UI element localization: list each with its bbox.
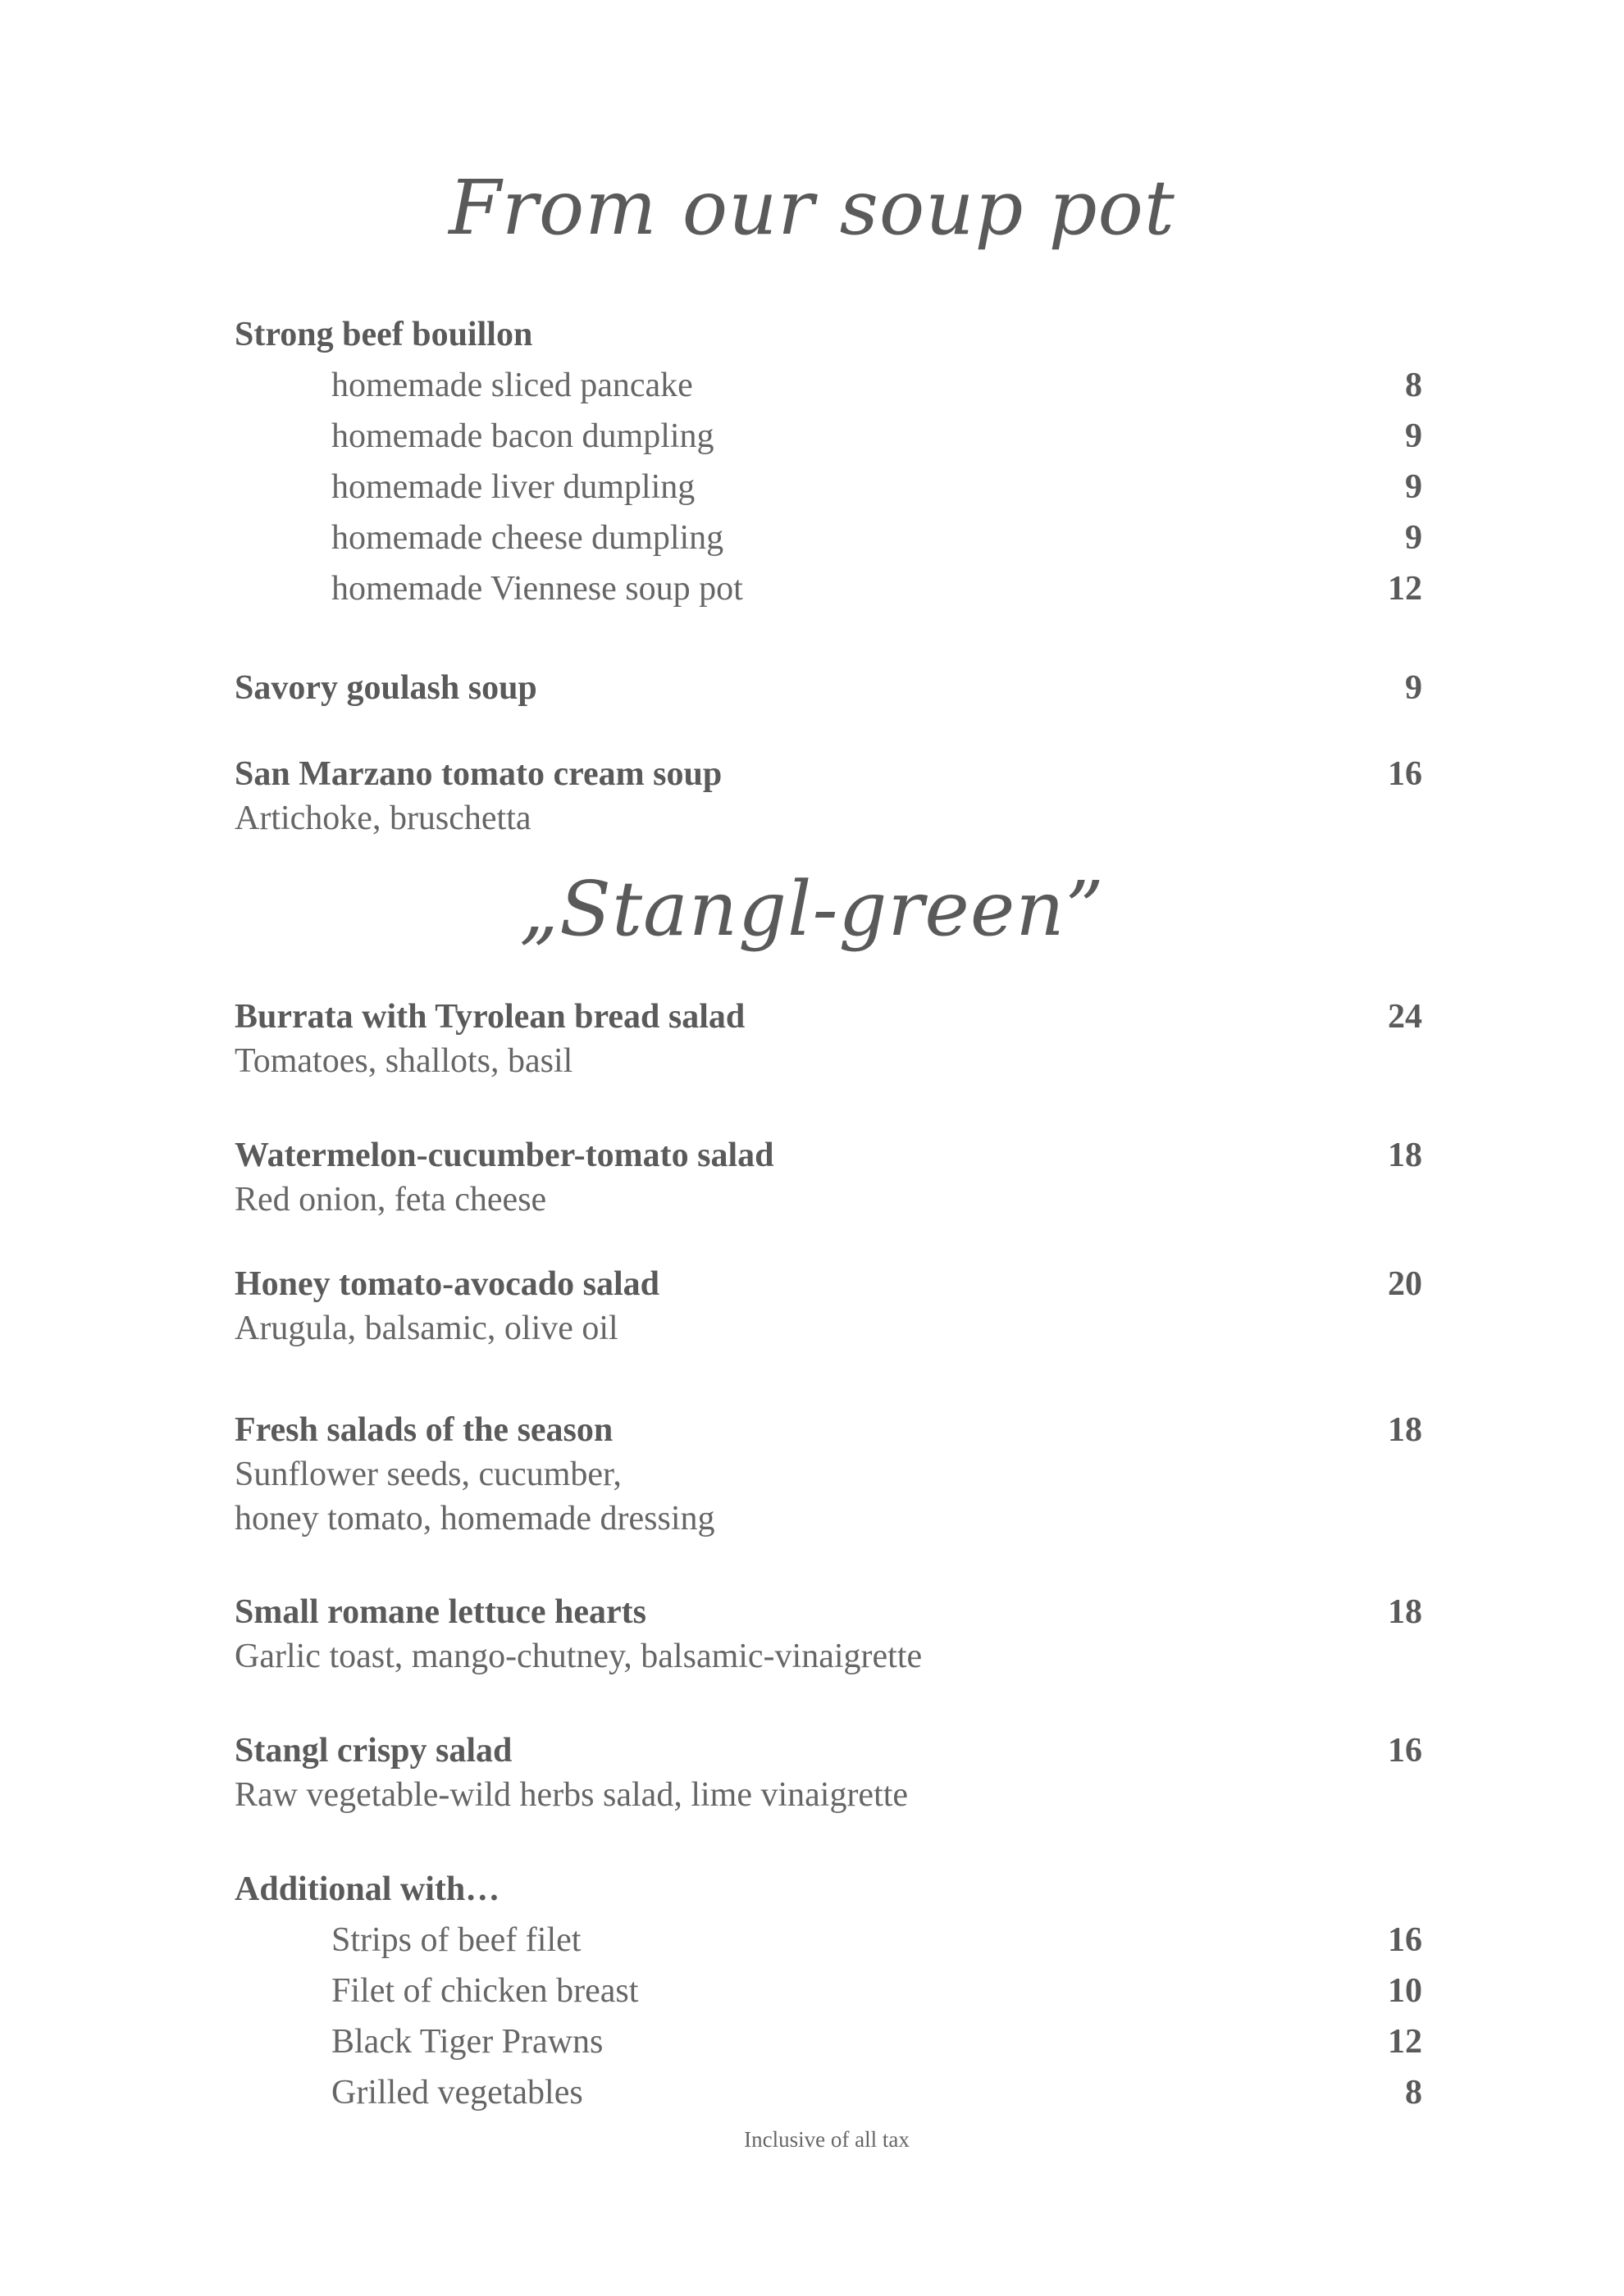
item-price: 18 (1388, 1411, 1422, 1449)
item-price: 18 (1388, 1593, 1422, 1631)
option-price: 9 (1405, 519, 1422, 557)
item-description: Sunflower seeds, cucumber, (235, 1456, 622, 1493)
option-label: Filet of chicken breast (331, 1972, 639, 2010)
bouillon-option (235, 417, 1422, 466)
item-description: Tomatoes, shallots, basil (235, 1042, 573, 1080)
menu-item-fresh-salads (235, 1410, 1422, 1460)
bouillon-option (235, 569, 1422, 618)
additional-option (235, 2073, 1422, 2122)
item-description: honey tomato, homemade dressing (235, 1500, 715, 1538)
green-section-title: „Stangl-green” (519, 865, 1105, 953)
bouillon-option (235, 467, 1422, 517)
option-label: homemade sliced pancake (331, 367, 693, 404)
item-name: Burrata with Tyrolean bread salad (235, 998, 746, 1036)
additional-option (235, 2022, 1422, 2071)
item-description: Artichoke, bruschetta (235, 800, 531, 837)
soup-section-title: From our soup pot (449, 164, 1175, 252)
item-price: 16 (1388, 1732, 1422, 1770)
option-label: homemade bacon dumpling (331, 417, 714, 455)
option-label: homemade Viennese soup pot (331, 570, 743, 608)
menu-item-burrata (235, 997, 1422, 1046)
option-label: Strips of beef filet (331, 1921, 582, 1959)
option-label: Grilled vegetables (331, 2074, 583, 2112)
item-description: Arugula, balsamic, olive oil (235, 1310, 618, 1347)
item-price: 20 (1388, 1265, 1422, 1303)
item-name: Strong beef bouillon (235, 316, 533, 353)
additional-option (235, 1920, 1422, 1970)
item-name: Small romane lettuce hearts (235, 1593, 646, 1631)
option-label: homemade cheese dumpling (331, 519, 724, 557)
menu-item-bouillon (235, 315, 1422, 364)
item-price: 9 (1405, 669, 1422, 707)
option-price: 10 (1388, 1972, 1422, 2010)
item-name: Savory goulash soup (235, 669, 537, 707)
item-name: Additional with… (235, 1870, 500, 1908)
option-label: Black Tiger Prawns (331, 2023, 604, 2061)
menu-item-additional (235, 1870, 1422, 1919)
option-price: 9 (1405, 468, 1422, 506)
item-description: Raw vegetable-wild herbs salad, lime vinaigrette (235, 1776, 909, 1814)
item-name: Watermelon-cucumber-tomato salad (235, 1137, 774, 1174)
tax-note: Inclusive of all tax (744, 2127, 910, 2152)
item-price: 24 (1388, 998, 1422, 1036)
item-description: Red onion, feta cheese (235, 1181, 547, 1219)
menu-item-avocado-salad (235, 1264, 1422, 1314)
item-name: San Marzano tomato cream soup (235, 755, 723, 793)
item-price: 18 (1388, 1137, 1422, 1174)
menu-item-tomato-soup (235, 754, 1422, 804)
menu-item-crispy-salad (235, 1731, 1422, 1780)
option-price: 16 (1388, 1921, 1422, 1959)
additional-option (235, 1971, 1422, 2020)
menu-item-watermelon-salad (235, 1136, 1422, 1185)
menu-item-goulash (235, 668, 1422, 718)
option-price: 8 (1405, 2074, 1422, 2112)
item-description: Garlic toast, mango-chutney, balsamic-vinaigrette (235, 1638, 923, 1675)
item-name: Stangl crispy salad (235, 1732, 513, 1770)
option-price: 9 (1405, 417, 1422, 455)
bouillon-option (235, 518, 1422, 567)
option-price: 12 (1388, 570, 1422, 608)
option-price: 12 (1388, 2023, 1422, 2061)
item-name: Fresh salads of the season (235, 1411, 614, 1449)
option-label: homemade liver dumpling (331, 468, 696, 506)
item-price: 16 (1388, 755, 1422, 793)
menu-item-romane-lettuce (235, 1592, 1422, 1642)
option-price: 8 (1405, 367, 1422, 404)
item-name: Honey tomato-avocado salad (235, 1265, 659, 1303)
bouillon-option (235, 366, 1422, 415)
